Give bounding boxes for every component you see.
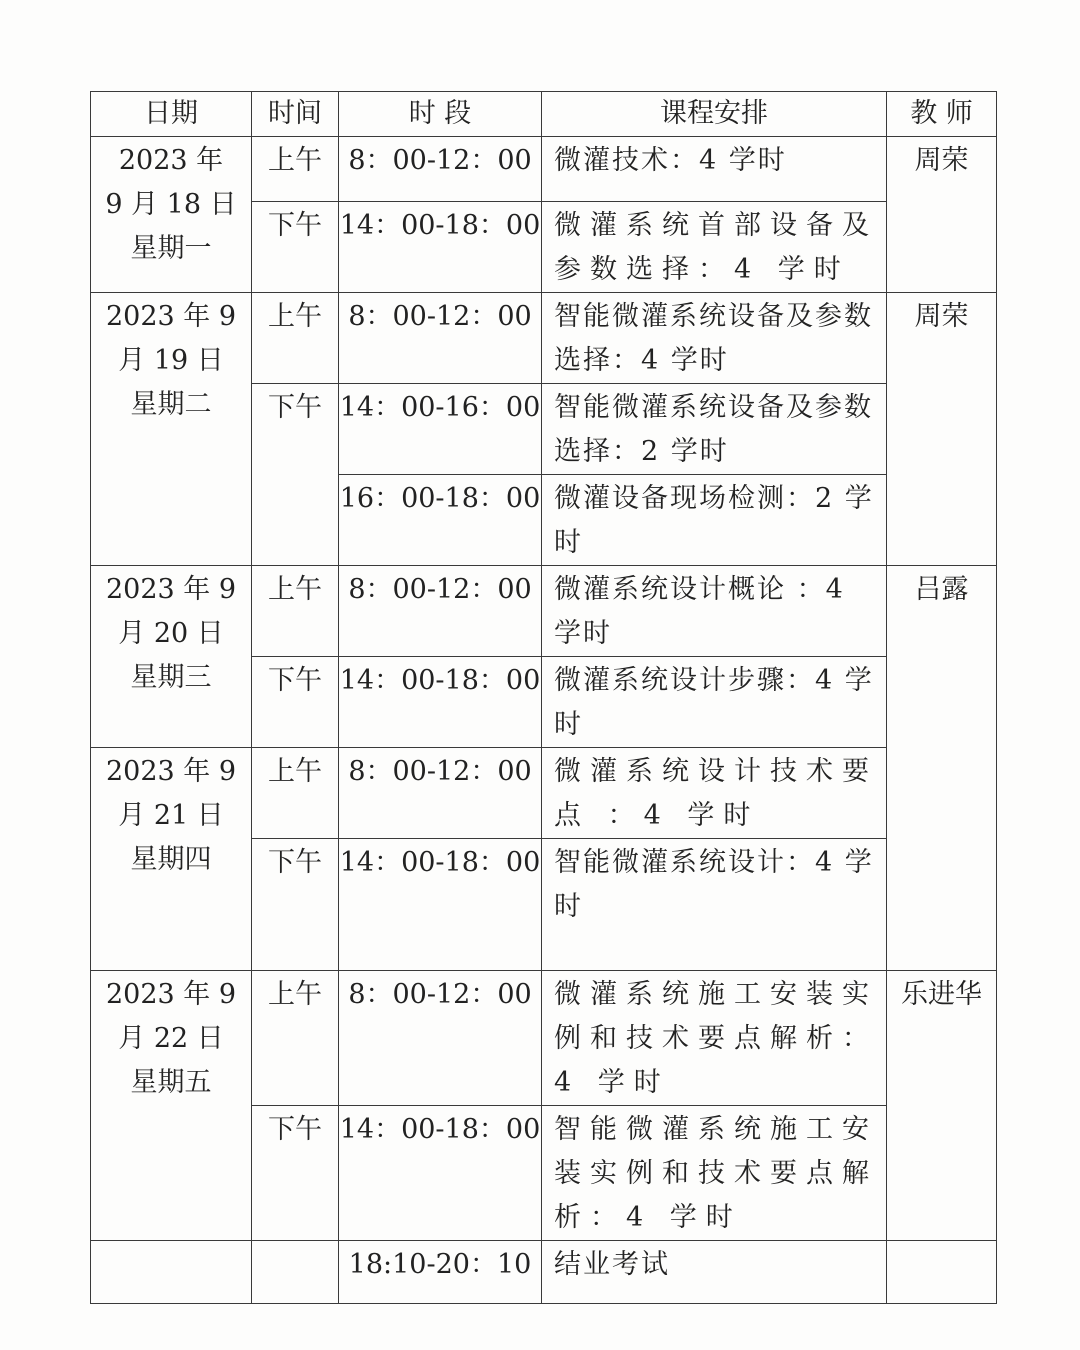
date-cell (91, 293, 252, 566)
table-row (91, 748, 997, 839)
date-line: 星期三 (130, 662, 212, 693)
course-cell: 微灌系统首部设备及参数选择：4 学时 (542, 202, 887, 293)
time-cell: 下午 (252, 1106, 339, 1241)
teacher-cell: 周荣 (887, 137, 997, 293)
course-cell: 微灌技术：4 学时 (542, 137, 887, 202)
slot-cell: 8：00-12：00 (339, 971, 542, 1106)
slot-cell: 8：00-12：00 (339, 293, 542, 384)
header-slot: 时 段 (339, 92, 542, 137)
date-line: 9 月 18 日 (105, 189, 237, 220)
time-cell: 下午 (252, 657, 339, 748)
slot-cell: 14：00-18：00 (339, 657, 542, 748)
date-cell (91, 748, 252, 971)
table-row (91, 971, 997, 1106)
date-line: 月 22 日 (118, 1023, 224, 1054)
date-line: 2023 年 9 (105, 574, 237, 605)
course-cell: 智能微灌系统设计：4 学时 (542, 839, 887, 971)
header-row (91, 92, 997, 137)
time-cell: 下午 (252, 839, 339, 971)
date-line: 星期二 (130, 389, 212, 420)
table-row (91, 293, 997, 384)
course-cell: 微灌系统设计技术要点 ：4 学时 (542, 748, 887, 839)
training-schedule-table (90, 91, 997, 1304)
empty-date-cell (91, 1241, 252, 1304)
table-row (91, 566, 997, 657)
course-cell: 微灌系统设计概论 ：4 学时 (542, 566, 887, 657)
slot-cell: 8：00-12：00 (339, 566, 542, 657)
date-cell (91, 971, 252, 1241)
date-line: 星期五 (130, 1067, 212, 1098)
slot-cell: 16：00-18：00 (339, 475, 542, 566)
teacher-cell: 乐进华 (887, 971, 997, 1241)
course-cell: 智能微灌系统设备及参数选择：2 学时 (542, 384, 887, 475)
course-cell: 智能微灌系统设备及参数选择：4 学时 (542, 293, 887, 384)
course-cell: 智能微灌系统施工安装实例和技术要点解析：4 学时 (542, 1106, 887, 1241)
date-line: 星期四 (130, 844, 212, 875)
slot-cell: 14：00-18：00 (339, 202, 542, 293)
course-cell: 微灌设备现场检测：2 学时 (542, 475, 887, 566)
date-line: 2023 年 9 (105, 756, 237, 787)
slot-cell: 14：00-18：00 (339, 839, 542, 971)
time-cell: 上午 (252, 566, 339, 657)
teacher-cell: 周荣 (887, 293, 997, 566)
date-line: 星期一 (130, 233, 212, 264)
header-teacher: 教 师 (887, 92, 997, 137)
exam-slot-cell: 18:10-20：10 (339, 1241, 542, 1304)
date-cell (91, 137, 252, 293)
exam-row (91, 1241, 997, 1304)
time-cell: 上午 (252, 971, 339, 1106)
time-cell: 下午 (252, 384, 339, 566)
time-cell: 下午 (252, 202, 339, 293)
date-line: 2023 年 (118, 145, 224, 176)
date-line: 月 21 日 (118, 800, 224, 831)
time-cell: 上午 (252, 748, 339, 839)
time-cell: 上午 (252, 293, 339, 384)
slot-cell: 8：00-12：00 (339, 748, 542, 839)
course-cell: 微灌系统设计步骤：4 学时 (542, 657, 887, 748)
table-row (91, 137, 997, 202)
header-time: 时间 (252, 92, 339, 137)
slot-cell: 8：00-12：00 (339, 137, 542, 202)
slot-cell: 14：00-16：00 (339, 384, 542, 475)
course-cell: 微灌系统施工安装实例和技术要点解析：4 学时 (542, 971, 887, 1106)
date-line: 2023 年 9 (105, 979, 237, 1010)
header-course: 课程安排 (542, 92, 887, 137)
header-date: 日期 (91, 92, 252, 137)
teacher-cell: 吕露 (887, 566, 997, 971)
date-line: 月 19 日 (118, 345, 224, 376)
date-cell (91, 566, 252, 748)
time-cell: 上午 (252, 137, 339, 202)
date-line: 2023 年 9 (105, 301, 237, 332)
slot-cell: 14：00-18：00 (339, 1106, 542, 1241)
exam-course-cell: 结业考试 (542, 1241, 887, 1304)
empty-time-cell (252, 1241, 339, 1304)
empty-teacher-cell (887, 1241, 997, 1304)
date-line: 月 20 日 (118, 618, 224, 649)
